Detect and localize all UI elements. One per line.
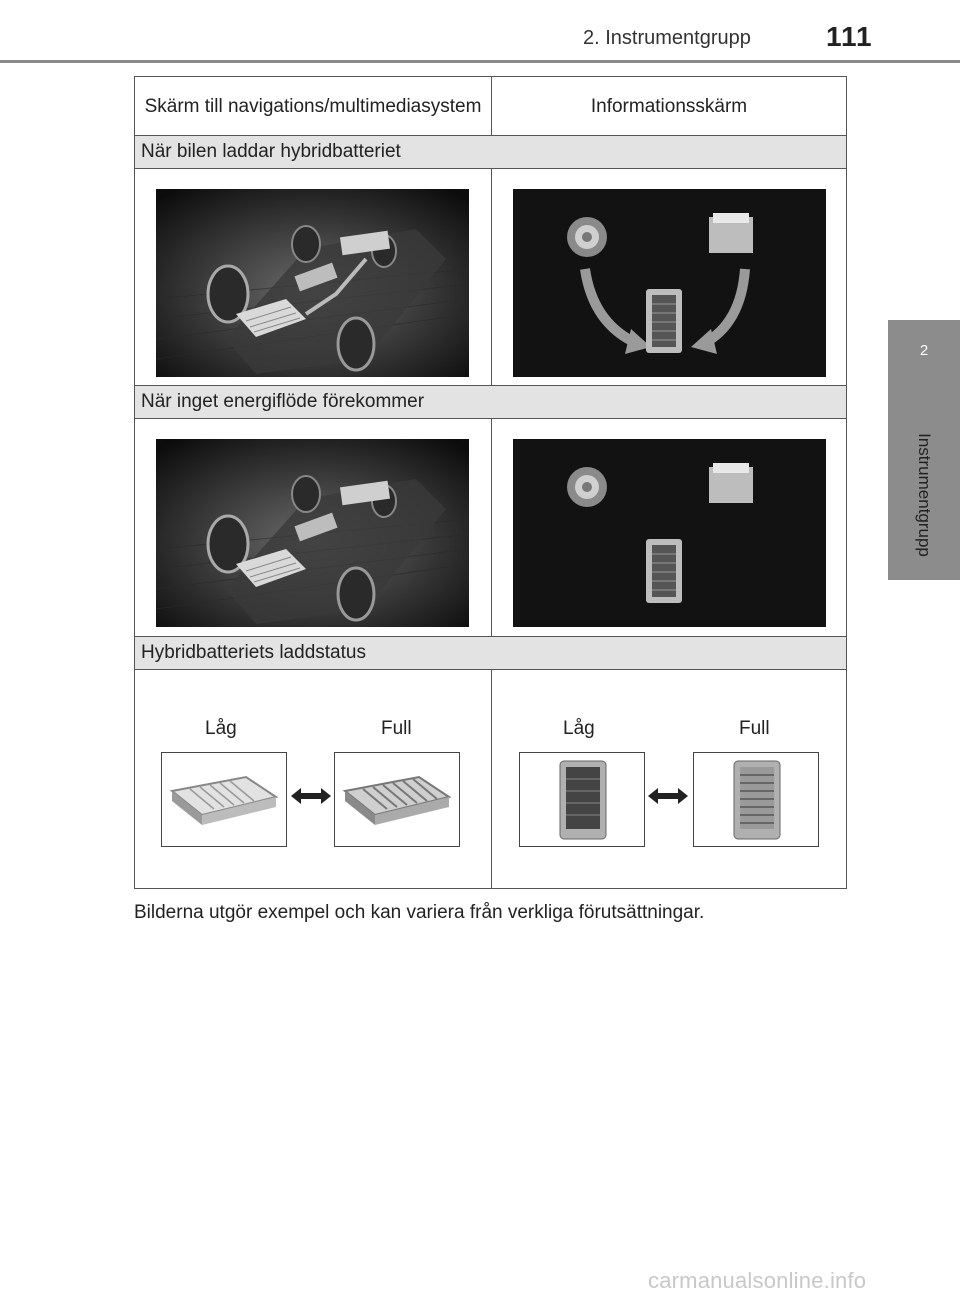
double-arrow-icon	[291, 786, 331, 806]
information-screen-no-flow-image	[513, 439, 826, 627]
chapter-number: 2	[919, 342, 929, 359]
watermark: carmanualsonline.info	[648, 1268, 867, 1293]
information-charge-status-cell	[492, 670, 847, 889]
navigation-screen-charging-image	[156, 189, 469, 377]
battery-full-image	[693, 752, 819, 847]
full-label: Full	[381, 718, 412, 739]
navigation-screen-no-flow-image	[156, 439, 469, 627]
chapter-tab	[888, 320, 960, 580]
double-arrow-icon	[648, 786, 688, 806]
section-title-charge-status: Hybridbatteriets laddstatus	[135, 637, 847, 670]
section-title-charging: När bilen laddar hybridbatteriet	[135, 136, 847, 169]
chapter-label: Instrumentgrupp	[915, 433, 934, 557]
low-label: Låg	[205, 718, 237, 739]
section-title-no-energy-flow: När inget energiflöde förekommer	[135, 386, 847, 419]
energy-monitor-table	[134, 76, 847, 889]
page-number: 111	[826, 21, 873, 52]
column-header-information: Informationsskärm	[492, 77, 847, 136]
low-label: Låg	[563, 718, 595, 739]
navigation-charge-status-cell	[135, 670, 492, 889]
section-title: 2. Instrumentgrupp	[583, 27, 751, 49]
column-header-navigation: Skärm till navigations/multimediasystem	[135, 77, 492, 136]
caption: Bilderna utgör exempel och kan variera från verkliga förutsättningar.	[134, 902, 705, 923]
full-label: Full	[739, 718, 770, 739]
battery-low-image	[161, 752, 287, 847]
information-screen-charging-image	[513, 189, 826, 377]
battery-full-image	[334, 752, 460, 847]
battery-low-image	[519, 752, 645, 847]
header-rule	[0, 60, 960, 63]
